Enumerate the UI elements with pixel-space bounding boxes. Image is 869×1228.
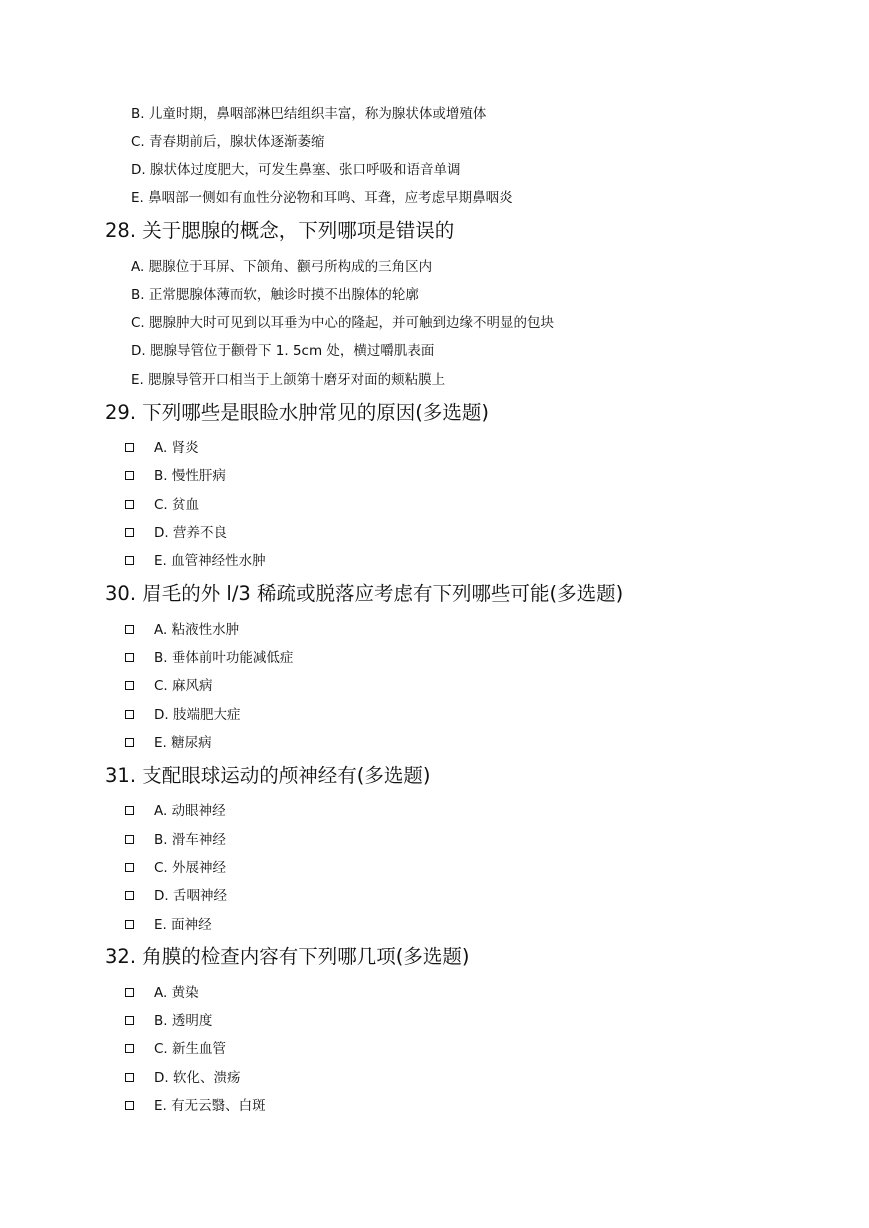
checkbox[interactable] <box>125 625 134 634</box>
q27-option-c: C. 青春期前后，腺状体逐渐萎缩 <box>131 134 325 150</box>
checkbox[interactable] <box>125 1101 134 1110</box>
checkbox[interactable] <box>125 806 134 815</box>
option-label: D. 营养不良 <box>154 525 227 541</box>
option-label: E. 有无云翳、白斑 <box>154 1098 266 1114</box>
checkbox[interactable] <box>125 653 134 662</box>
option-label: B. 滑车神经 <box>154 832 226 848</box>
checkbox[interactable] <box>125 835 134 844</box>
option-label: D. 肢端肥大症 <box>154 707 241 723</box>
checkbox[interactable] <box>125 443 134 452</box>
q28-option-d: D. 腮腺导管位于颧骨下 1. 5cm 处，横过嚼肌表面 <box>131 343 435 359</box>
q28-option-b: B. 正常腮腺体薄而软，触诊时摸不出腺体的轮廓 <box>131 287 419 303</box>
option-label: D. 舌咽神经 <box>154 888 227 904</box>
checkbox[interactable] <box>125 681 134 690</box>
q27-option-e: E. 鼻咽部一侧如有血性分泌物和耳鸣、耳聋，应考虑早期鼻咽炎 <box>131 190 513 206</box>
option-label: C. 麻风病 <box>154 678 213 694</box>
checkbox[interactable] <box>125 1016 134 1025</box>
checkbox[interactable] <box>125 738 134 747</box>
q27-option-b: B. 儿童时期，鼻咽部淋巴结组织丰富，称为腺状体或增殖体 <box>131 106 487 122</box>
option-label: A. 肾炎 <box>154 440 199 456</box>
option-label: B. 慢性肝病 <box>154 468 226 484</box>
checkbox[interactable] <box>125 863 134 872</box>
q28-option-e: E. 腮腺导管开口相当于上颌第十磨牙对面的颊粘膜上 <box>131 372 446 388</box>
checkbox[interactable] <box>125 556 134 565</box>
checkbox[interactable] <box>125 1044 134 1053</box>
option-label: C. 贫血 <box>154 497 200 513</box>
checkbox[interactable] <box>125 1073 134 1082</box>
option-label: A. 黄染 <box>154 985 199 1001</box>
option-label: C. 外展神经 <box>154 860 227 876</box>
checkbox[interactable] <box>125 891 134 900</box>
checkbox[interactable] <box>125 710 134 719</box>
q28-option-c: C. 腮腺肿大时可见到以耳垂为中心的隆起，并可触到边缘不明显的包块 <box>131 315 555 331</box>
q32-title: 32. 角膜的检查内容有下列哪几项(多选题) <box>105 945 470 968</box>
checkbox[interactable] <box>125 471 134 480</box>
option-label: A. 动眼神经 <box>154 803 226 819</box>
q27-option-d: D. 腺状体过度肥大，可发生鼻塞、张口呼吸和语音单调 <box>131 162 461 178</box>
checkbox[interactable] <box>125 920 134 929</box>
checkbox[interactable] <box>125 500 134 509</box>
option-label: B. 垂体前叶功能减低症 <box>154 650 294 666</box>
option-label: A. 粘液性水肿 <box>154 622 240 638</box>
q28-option-a: A. 腮腺位于耳屏、下颌角、颧弓所构成的三角区内 <box>131 259 433 275</box>
option-label: B. 透明度 <box>154 1013 213 1029</box>
q28-title: 28. 关于腮腺的概念，下列哪项是错误的 <box>105 219 455 242</box>
option-label: C. 新生血管 <box>154 1041 227 1057</box>
checkbox[interactable] <box>125 528 134 537</box>
checkbox[interactable] <box>125 988 134 997</box>
q30-title: 30. 眉毛的外 l/3 稀疏或脱落应考虑有下列哪些可能(多选题) <box>105 582 624 605</box>
option-label: E. 糖尿病 <box>154 735 212 751</box>
option-label: D. 软化、溃疡 <box>154 1070 241 1086</box>
q31-title: 31. 支配眼球运动的颅神经有(多选题) <box>105 764 431 787</box>
option-label: E. 面神经 <box>154 917 212 933</box>
q29-title: 29. 下列哪些是眼睑水肿常见的原因(多选题) <box>105 401 489 424</box>
option-label: E. 血管神经性水肿 <box>154 553 266 569</box>
